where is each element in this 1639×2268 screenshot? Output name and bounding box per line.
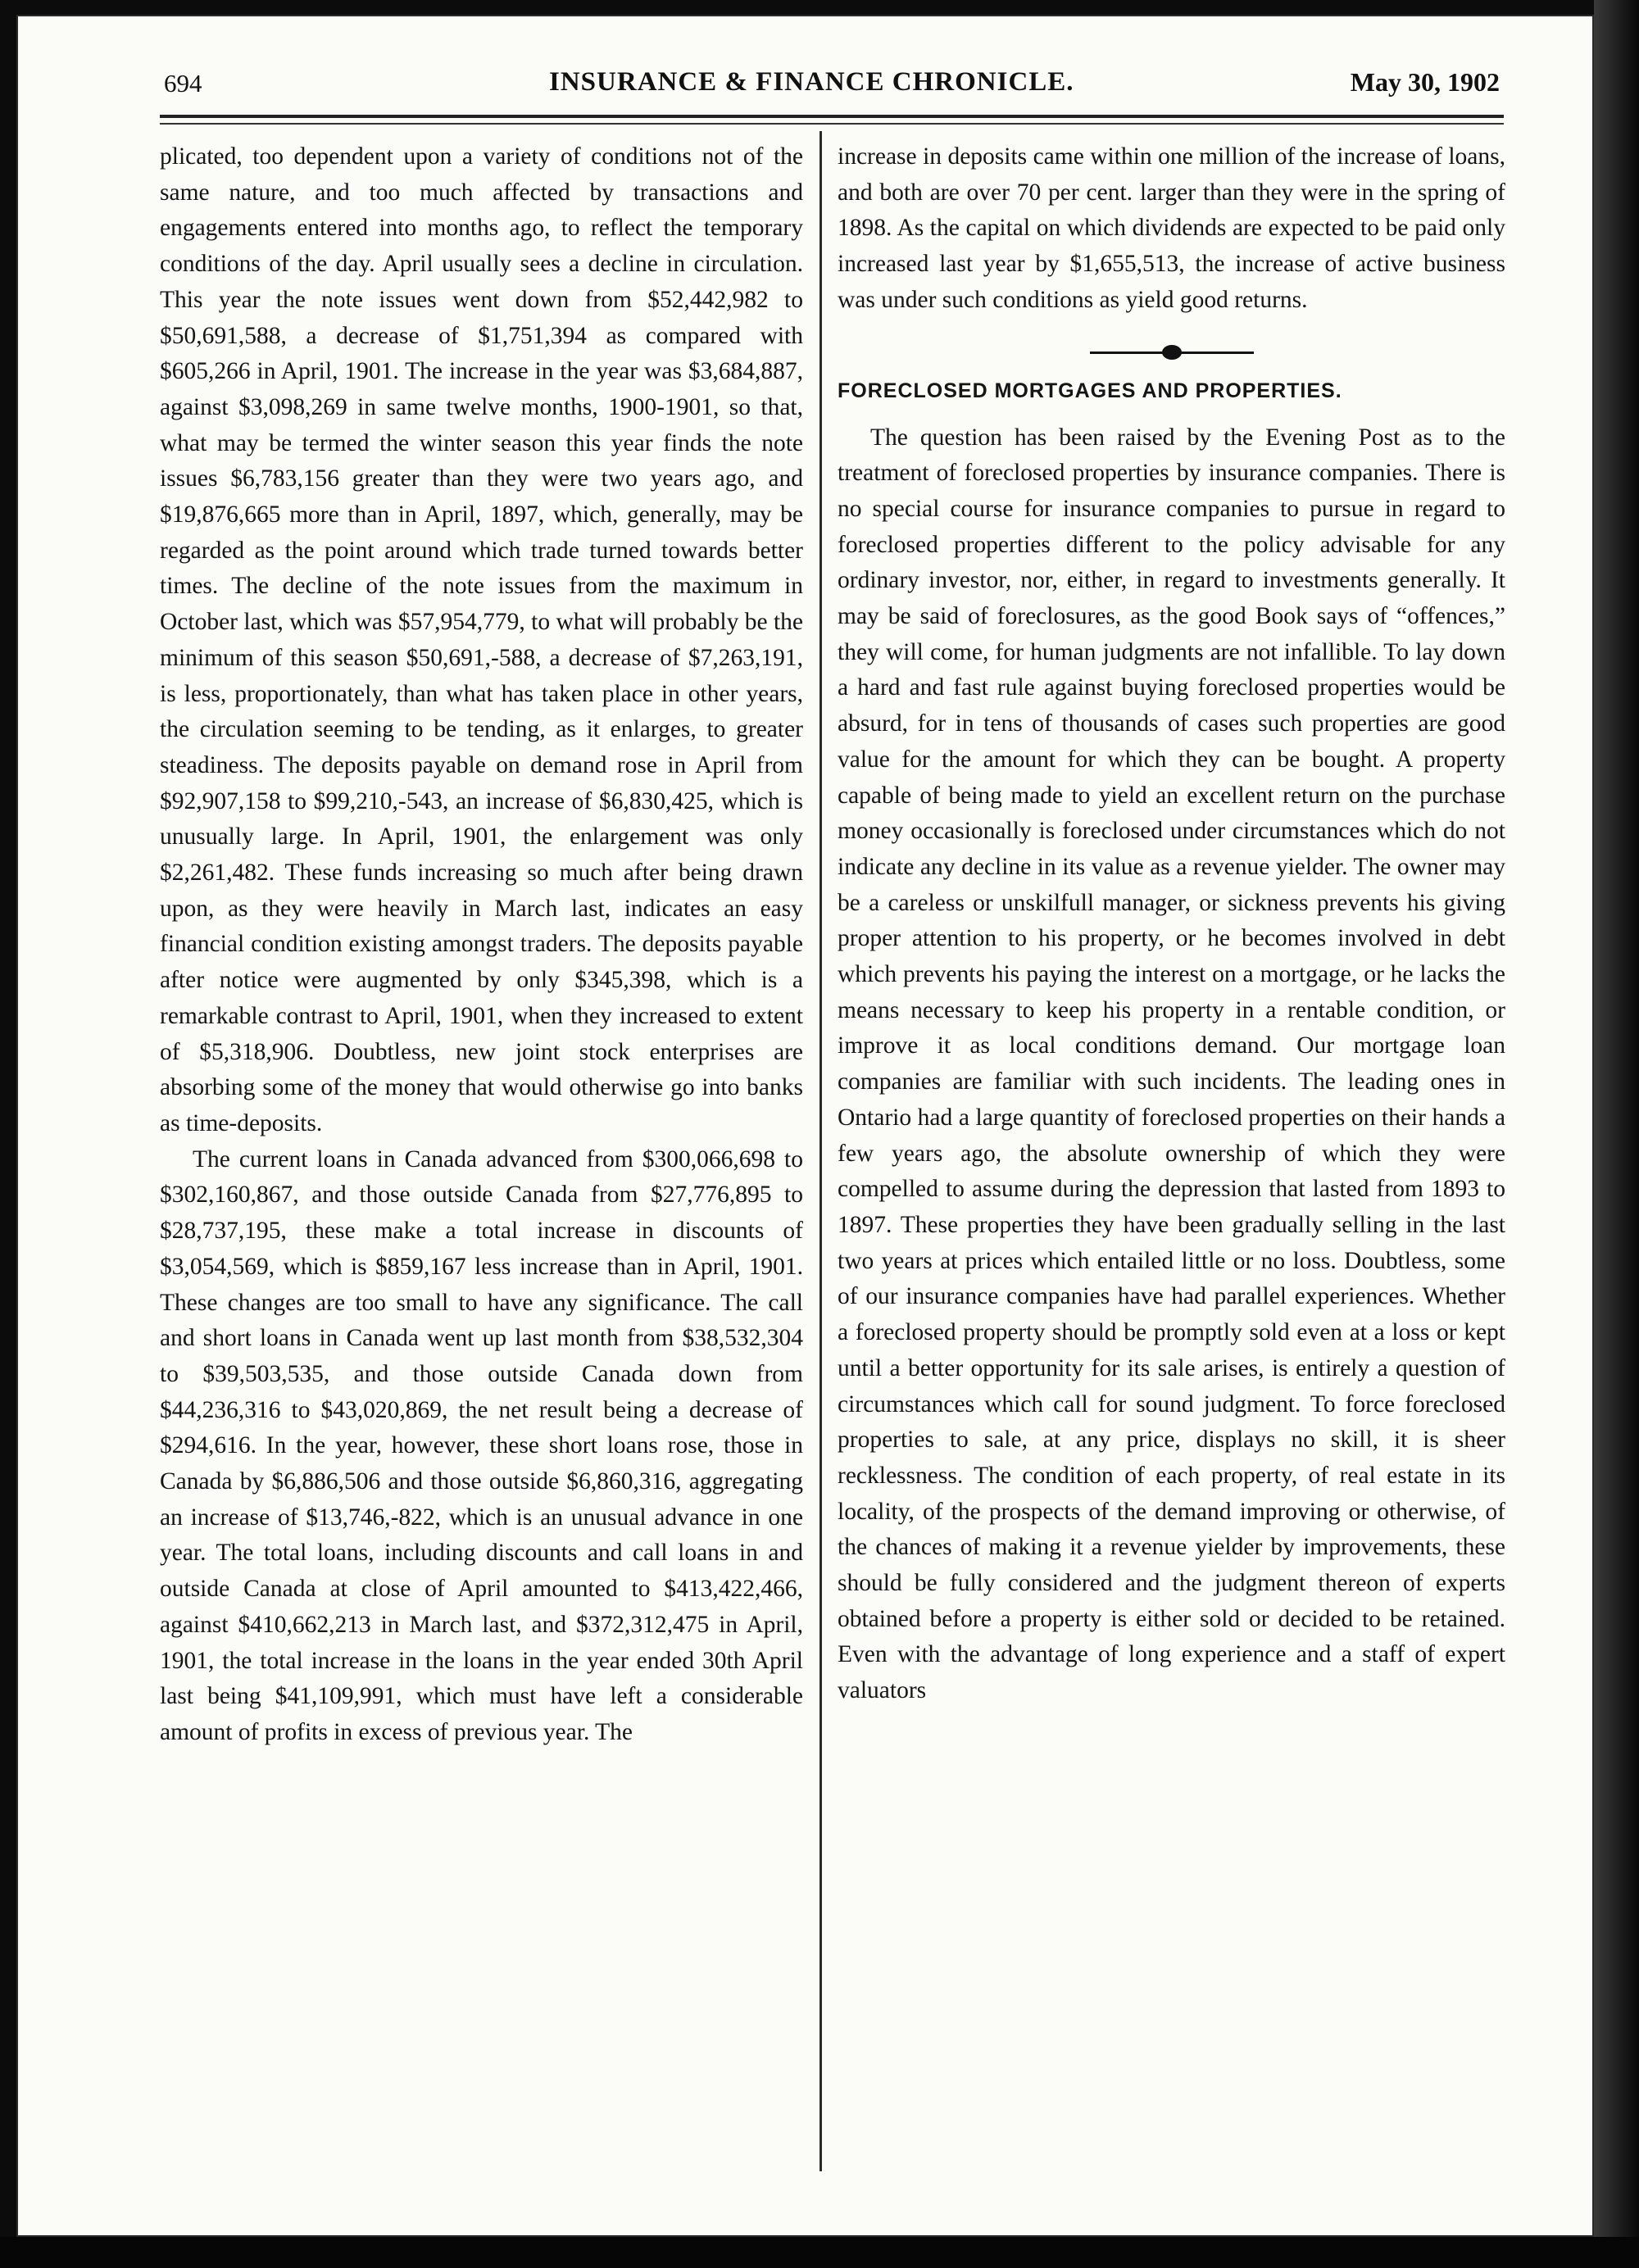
ornament-diamond-icon bbox=[1162, 345, 1182, 360]
right-column bbox=[838, 139, 1505, 1709]
header-rule-thin bbox=[160, 123, 1504, 125]
scan-bottom-shadow bbox=[0, 2237, 1639, 2268]
section-ornament bbox=[1090, 337, 1254, 370]
issue-date: May 30, 1902 bbox=[1350, 67, 1500, 97]
article-paragraph: plicated, too dependent upon a variety of conditions not of the same nature, and too much affected by transactions and engagements entered into months ago, to reflect the temporary conditions of the day. April usually sees a decline in circulation. This year the note issues went down from $52,442,982 to $50,691,588, a decrease of $1,751,394 as compared with $605,266 in April, 1901. The increase in the year was $3,684,887, against $3,098,269 in same twelve months, 1900-1901, so that, what may be termed the winter season this year finds the note issues $6,783,156 greater than they were two years ago, and $19,876,665 more than in April, 1897, which, generally, may be regarded as the point around which trade turned towards better times. The decline of the note issues from the maximum in October last, which was $57,954,779, to what will probably be the minimum of this season $50,691,-588, a decrease of $7,263,191, is less, proportionately, than what has taken place in other years, the circulation seeming to be tending, as it enlarges, to greater steadiness. The deposits payable on demand rose in April from $92,907,158 to $99,210,-543, an increase of $6,830,425, which is unusually large. In April, 1901, the enlargement was only $2,261,482. These funds increasing so much after being drawn upon, as they were heavily in March last, indicates an easy financial condition existing amongst traders. The deposits payable after notice were augmented by only $345,398, which is a remarkable contrast to April, 1901, when they increased to extent of $5,318,906. Doubtless, new joint stock enterprises are absorbing some of the money that would otherwise go into banks as time-deposits. bbox=[160, 143, 803, 1136]
article-paragraph: The question has been raised by the Evening Post as to the treatment of foreclosed properties by insurance companies. There is no special course for insurance companies to pursue in regard to foreclosed properties different to the policy advisable for any ordinary investor, nor, either, in regard to investments generally. It may be said of foreclosures, as the good Book says of “offences,” they will come, for human judgments are not infallible. To lay down a hard and fast rule against buying foreclosed properties would be absurd, for in tens of thousands of cases such properties are good value for the amount for which they can be bought. A property capable of being made to yield an excellent return on the purchase money occasionally is foreclosed under circumstances which do not indicate any decline in its value as a revenue yielder. The owner may be a careless or unskilfull manager, or sickness prevents his giving proper attention to his property, or he becomes involved in debt which prevents his paying the interest on a mortgage, or he lacks the means necessary to keep his property in a rentable condition, or improve it as local conditions demand. Our mortgage loan companies are familiar with such incidents. The leading ones in Ontario had a large quantity of foreclosed properties on their hands a few years ago, the absolute ownership of which they were compelled to assume during the depression that lasted from 1893 to 1897. These properties they have been gradually selling in the last two years at prices which entailed little or no loss. Doubtless, some of our insurance companies have had parallel experiences. Whether a foreclosed property should be promptly sold even at a loss or kept until a better opportunity for its sale arises, is entirely a question of circumstances which call for sound judgment. To force foreclosed properties to sale, at any price, displays no skill, it is sheer recklessness. The condition of each property, of real estate in its locality, of the prospects of the demand improving or otherwise, of the chances of making it a revenue yielder by improvements, these should be fully considered and the judgment thereon of experts obtained before a property is either sold or decided to be retained. Even with the advantage of long experience and a staff of expert valuators bbox=[838, 424, 1505, 1704]
scan-edge-shadow bbox=[1594, 0, 1639, 2268]
article-paragraph: increase in deposits came within one million of the increase of loans, and both are over 70 per cent. larger than they were in the spring of 1898. As the capital on which dividends are expected to be paid only increased last year by $1,655,513, the increase of active business was under such conditions as yield good returns. bbox=[838, 143, 1505, 313]
article-paragraph: The current loans in Canada advanced from $300,066,698 to $302,160,867, and those outside Canada from $27,776,895 to $28,737,195, these make a total increase in discounts of $3,054,569, which is $859,167 less increase than in April, 1901. These changes are too small to have any significance. The call and short loans in Canada went up last month from $38,532,304 to $39,503,535, and those outside Canada down from $44,236,316 to $43,020,869, the net result being a decrease of $294,616. In the year, however, these short loans rose, those in Canada by $6,886,506 and those outside $6,860,316, aggregating an increase of $13,746,-822, which is an unusual advance in one year. The total loans, including discounts and call loans in and outside Canada at close of April amounted to $413,422,466, against $410,662,213 in March last, and $372,312,475 in April, 1901, the total increase in the loans in the year ended 30th April last being $41,109,991, which must have left a considerable amount of profits in excess of previous year. The bbox=[160, 1145, 803, 1745]
page-header bbox=[156, 64, 1500, 113]
publication-title: INSURANCE & FINANCE CHRONICLE. bbox=[549, 67, 1074, 97]
left-column bbox=[160, 139, 803, 1751]
section-heading: FORECLOSED MORTGAGES AND PROPERTIES. bbox=[838, 379, 1342, 402]
header-rule bbox=[160, 115, 1504, 118]
column-divider bbox=[820, 131, 822, 2171]
page-number: 694 bbox=[164, 69, 202, 98]
